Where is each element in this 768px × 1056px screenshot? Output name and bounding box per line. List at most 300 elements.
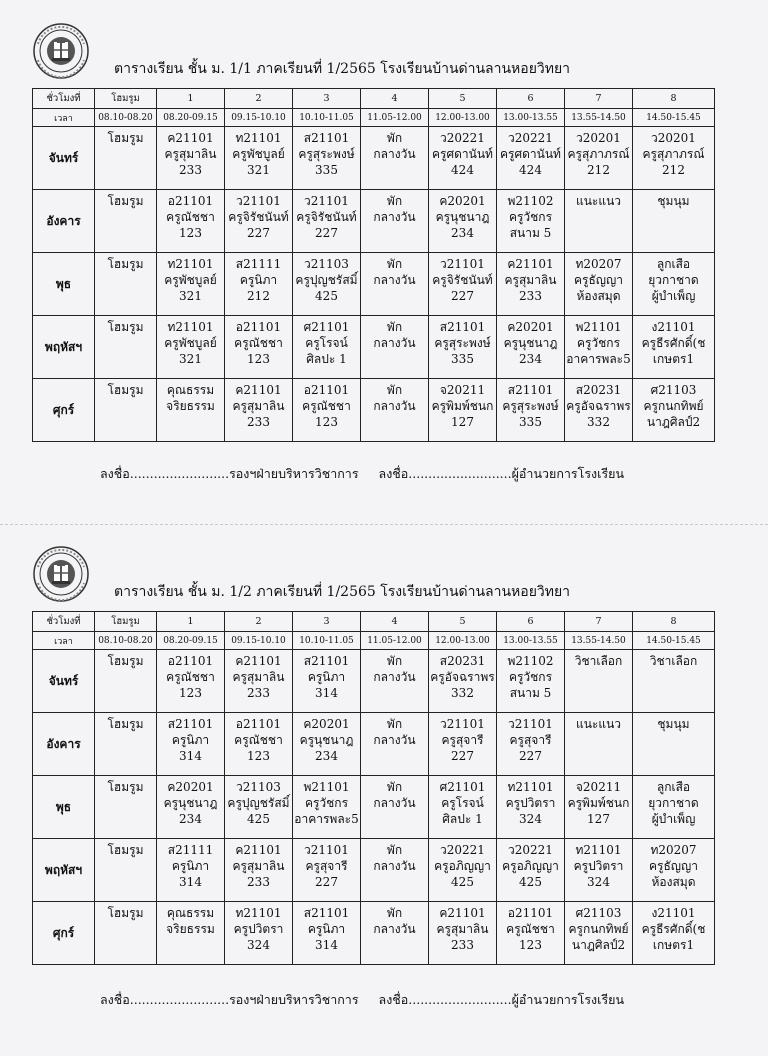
period-line: ว20201	[576, 131, 621, 145]
period-line: 234	[315, 749, 338, 763]
period-line: โฮมรูม	[107, 654, 144, 668]
period-line: 227	[451, 749, 474, 763]
period-cell	[565, 379, 633, 442]
period-line: กลางวัน	[373, 336, 416, 350]
period-cell	[429, 839, 497, 902]
period-line: ครูกนกทิพย์	[568, 922, 629, 936]
period-line: 425	[519, 875, 542, 889]
period-line: กลางวัน	[373, 796, 416, 810]
period-line: ส21111	[235, 257, 282, 271]
period-cell	[429, 190, 497, 253]
period-line: ครูณัชชา	[234, 336, 283, 350]
period-line: วิชาเลือก	[649, 654, 698, 668]
period-line: นาฎศิลป์2	[571, 938, 626, 952]
period-line: พัก	[386, 717, 403, 731]
period-line: ครูนุชนาฎ	[435, 210, 490, 224]
sheet-title: ตารางเรียน ชั้น ม. 1/1 ภาคเรียนที่ 1/2565 โรงเรียนบ้านด่านลานหอยวิทยา	[114, 61, 571, 77]
period-line: ง21101	[651, 906, 696, 920]
school-seal-icon	[32, 545, 90, 603]
period-line: คุณธรรม	[166, 906, 215, 920]
period-cell	[157, 316, 225, 379]
period-line: ลูกเสือ	[656, 257, 691, 271]
period-line: ครูศดานันท์	[500, 147, 561, 161]
period-line: ค21101	[439, 906, 486, 920]
header-cell: 4	[361, 612, 429, 632]
period-line: ผู้บำเพ็ญ	[651, 289, 696, 303]
period-cell	[157, 650, 225, 713]
period-cell	[497, 127, 565, 190]
day-row	[33, 253, 715, 316]
period-cell	[497, 902, 565, 965]
period-line: ส21101	[439, 320, 486, 334]
time-cell: เวลา	[33, 632, 95, 650]
time-cell: 08.20-09.15	[157, 109, 225, 127]
period-line: ครูอัจฉราพร	[430, 670, 495, 684]
period-cell	[225, 839, 293, 902]
period-line: นาฎศิลป์2	[646, 415, 701, 429]
period-line: ยุวกาชาด	[648, 273, 699, 287]
header-cell: โฮมรูม	[95, 612, 157, 632]
period-cell	[497, 650, 565, 713]
sheet-header	[32, 545, 732, 607]
period-line: 321	[179, 289, 202, 303]
period-line: พัก	[386, 320, 403, 334]
period-line: 314	[315, 686, 338, 700]
period-line: ครูสุมาลิน	[164, 147, 217, 161]
period-line: 123	[179, 226, 202, 240]
header-cell: โฮมรูม	[95, 89, 157, 109]
period-line: ท20207	[575, 257, 622, 271]
period-line: 233	[247, 875, 270, 889]
period-line: ท21101	[507, 780, 554, 794]
period-line: ว20221	[440, 131, 485, 145]
period-cell	[157, 190, 225, 253]
period-line: ครูนิภา	[171, 859, 210, 873]
period-line: อ21101	[235, 320, 282, 334]
period-line: ห้องสมุด	[651, 875, 696, 889]
period-cell	[497, 379, 565, 442]
period-cell	[565, 253, 633, 316]
period-line: ศ21101	[439, 780, 486, 794]
header-cell: 7	[565, 612, 633, 632]
period-line: กลางวัน	[373, 922, 416, 936]
period-line: กลางวัน	[373, 733, 416, 747]
period-cell	[361, 713, 429, 776]
period-line: ครูสุจารี	[509, 733, 552, 747]
header-cell: ชั่วโมงที่	[33, 612, 95, 632]
period-line: ว20201	[651, 131, 696, 145]
period-line: 424	[519, 163, 542, 177]
period-cell	[95, 713, 157, 776]
period-cell	[293, 253, 361, 316]
signature-academic: ลงชื่อ.........................รองฯฝ่ายบริหารวิชาการ	[100, 992, 359, 1007]
period-line: 127	[587, 812, 610, 826]
period-line: พัก	[386, 654, 403, 668]
period-line: อาคารพละ5	[294, 812, 359, 826]
day-row	[33, 902, 715, 965]
period-line: ว20221	[508, 131, 553, 145]
period-cell	[565, 650, 633, 713]
period-line: ครูวัชกร	[508, 210, 553, 224]
period-line: 324	[587, 875, 610, 889]
period-line: 424	[451, 163, 474, 177]
period-line: ท21101	[575, 843, 622, 857]
period-cell	[95, 379, 157, 442]
period-cell	[633, 650, 715, 713]
period-cell	[429, 713, 497, 776]
period-line: 314	[179, 749, 202, 763]
period-cell	[225, 379, 293, 442]
time-cell: 11.05-12.00	[361, 109, 429, 127]
period-cell	[361, 902, 429, 965]
period-line: ว21101	[440, 717, 485, 731]
period-line: ครูณัชชา	[166, 210, 215, 224]
period-line: ง21101	[651, 320, 696, 334]
period-line: ครูกนกทิพย์	[643, 399, 704, 413]
period-cell	[429, 253, 497, 316]
period-line: ครูณัชชา	[166, 670, 215, 684]
period-line: โฮมรูม	[107, 717, 144, 731]
time-cell: 11.05-12.00	[361, 632, 429, 650]
period-line: ครูสุจารี	[441, 733, 484, 747]
signature-director: ลงชื่อ..........................ผู้อำนวยการโรงเรียน	[378, 992, 625, 1007]
period-line: 123	[519, 938, 542, 952]
period-line: ท20207	[650, 843, 697, 857]
period-line: 233	[247, 415, 270, 429]
period-line: ว20221	[508, 843, 553, 857]
period-line: ครูวัชกร	[508, 670, 553, 684]
period-cell	[497, 190, 565, 253]
period-line: ครูณัชชา	[234, 733, 283, 747]
period-line: 123	[247, 352, 270, 366]
period-line: ครูนิภา	[307, 922, 346, 936]
period-line: ครูอภิญญา	[502, 859, 559, 873]
period-cell	[633, 316, 715, 379]
period-line: ครูสุมาลิน	[232, 859, 285, 873]
period-cell	[95, 190, 157, 253]
period-line: ครูนิภา	[307, 670, 346, 684]
period-line: ส21101	[303, 654, 350, 668]
time-cell: 08.20-09.15	[157, 632, 225, 650]
period-line: พัก	[386, 257, 403, 271]
day-name: จันทร์	[33, 127, 95, 190]
period-line: จ20211	[575, 780, 622, 794]
period-line: 324	[519, 812, 542, 826]
period-cell	[633, 776, 715, 839]
period-line: 212	[662, 163, 685, 177]
header-cell: 5	[429, 89, 497, 109]
period-line: พัก	[386, 131, 403, 145]
period-cell	[361, 127, 429, 190]
period-cell	[157, 379, 225, 442]
period-line: 233	[179, 163, 202, 177]
period-cell	[361, 316, 429, 379]
period-line: โฮมรูม	[107, 843, 144, 857]
day-row	[33, 316, 715, 379]
period-line: ห้องสมุด	[576, 289, 621, 303]
period-line: ลูกเสือ	[656, 780, 691, 794]
period-line: ท21101	[235, 906, 282, 920]
period-line: อ21101	[507, 906, 554, 920]
period-line: เกษตร1	[652, 352, 695, 366]
period-cell	[497, 839, 565, 902]
header-cell: 3	[293, 612, 361, 632]
header-cell: 3	[293, 89, 361, 109]
period-line: ครูปวิตรา	[505, 796, 556, 810]
period-line: ท21101	[167, 257, 214, 271]
time-cell: 13.55-14.50	[565, 109, 633, 127]
time-cell: 13.00-13.55	[497, 632, 565, 650]
period-line: ครูจิรัชนันท์	[228, 210, 289, 224]
time-cell: 12.00-13.00	[429, 109, 497, 127]
period-cell	[429, 127, 497, 190]
period-line: 123	[247, 749, 270, 763]
period-line: ว21101	[304, 194, 349, 208]
period-line: ครูสุระพงษ์	[502, 399, 559, 413]
period-line: พ21102	[507, 194, 554, 208]
timetable	[32, 611, 715, 965]
period-line: ค21101	[167, 131, 214, 145]
school-seal-icon	[32, 22, 90, 80]
period-line: ท21101	[235, 131, 282, 145]
period-line: ครูจิรัชนันท์	[432, 273, 493, 287]
header-cell: 2	[225, 612, 293, 632]
period-line: 332	[587, 415, 610, 429]
header-cell: 5	[429, 612, 497, 632]
period-line: ค20201	[167, 780, 214, 794]
period-line: ครูณัชชา	[302, 399, 351, 413]
period-line: ส20231	[575, 383, 622, 397]
period-cell	[429, 650, 497, 713]
period-line: ครูสุระพงษ์	[298, 147, 355, 161]
period-line: ศ21103	[650, 383, 697, 397]
day-name: อังคาร	[33, 190, 95, 253]
period-line: ชุมนุม	[657, 194, 690, 208]
period-line: 123	[315, 415, 338, 429]
period-line: ว21101	[440, 257, 485, 271]
period-line: 314	[179, 875, 202, 889]
period-cell	[497, 776, 565, 839]
period-cell	[361, 650, 429, 713]
period-line: ค21101	[235, 843, 282, 857]
period-line: พ21101	[303, 780, 350, 794]
header-cell: ชั่วโมงที่	[33, 89, 95, 109]
period-line: 335	[451, 352, 474, 366]
time-cell: 08.10-08.20	[95, 109, 157, 127]
period-cell	[225, 127, 293, 190]
period-line: ครูวัชกร	[304, 796, 349, 810]
day-name: พุธ	[33, 253, 95, 316]
period-line: ครูธีรศักดิ์(ช	[641, 922, 706, 936]
period-line: ครูปวิตรา	[233, 922, 284, 936]
period-line: กลางวัน	[373, 859, 416, 873]
period-line: 233	[247, 686, 270, 700]
period-line: ค20201	[303, 717, 350, 731]
period-line: ครูสุมาลิน	[232, 670, 285, 684]
cut-line	[0, 524, 768, 525]
day-name: ศุกร์	[33, 902, 95, 965]
period-line: ครูปุญชรัสมิ์	[227, 796, 290, 810]
period-line: เกษตร1	[652, 938, 695, 952]
period-line: คุณธรรม	[166, 383, 215, 397]
period-line: 212	[587, 163, 610, 177]
period-cell	[157, 713, 225, 776]
period-line: พ21101	[575, 320, 622, 334]
period-line: ครูปุญชรัสมิ์	[295, 273, 358, 287]
period-line: โฮมรูม	[107, 194, 144, 208]
period-cell	[429, 776, 497, 839]
period-cell	[361, 190, 429, 253]
period-line: ค21101	[507, 257, 554, 271]
time-cell: 13.00-13.55	[497, 109, 565, 127]
header-cell: 1	[157, 612, 225, 632]
period-line: ส21111	[167, 843, 214, 857]
time-cell: 13.55-14.50	[565, 632, 633, 650]
period-line: ส21101	[167, 717, 214, 731]
period-line: โฮมรูม	[107, 257, 144, 271]
period-cell	[225, 650, 293, 713]
period-line: ส21101	[507, 383, 554, 397]
period-cell	[361, 776, 429, 839]
period-cell	[157, 902, 225, 965]
period-line: ส21101	[303, 131, 350, 145]
period-cell	[633, 713, 715, 776]
period-line: ว21101	[304, 843, 349, 857]
period-cell	[565, 776, 633, 839]
period-line: ผู้บำเพ็ญ	[651, 812, 696, 826]
signature-line	[100, 990, 640, 1010]
period-line: สนาม 5	[509, 686, 552, 700]
period-cell	[95, 839, 157, 902]
period-line: โฮมรูม	[107, 906, 144, 920]
period-cell	[225, 253, 293, 316]
period-cell	[95, 316, 157, 379]
period-cell	[633, 839, 715, 902]
period-line: อ21101	[235, 717, 282, 731]
period-cell	[565, 190, 633, 253]
period-cell	[429, 902, 497, 965]
period-line: ศิลปะ 1	[306, 352, 347, 366]
period-line: ค20201	[439, 194, 486, 208]
sheet-header	[32, 22, 732, 84]
period-line: 212	[247, 289, 270, 303]
period-line: 425	[451, 875, 474, 889]
time-cell: 09.15-10.10	[225, 632, 293, 650]
period-cell	[95, 776, 157, 839]
period-line: ว21101	[236, 194, 281, 208]
period-cell	[497, 713, 565, 776]
period-line: ครูธัญญา	[574, 273, 623, 287]
period-cell	[95, 902, 157, 965]
period-line: ครูปวิตรา	[573, 859, 624, 873]
period-line: 227	[315, 875, 338, 889]
period-cell	[361, 839, 429, 902]
period-cell	[633, 379, 715, 442]
period-line: ครูพัชบูลย์	[164, 336, 217, 350]
period-line: กลางวัน	[373, 210, 416, 224]
period-cell	[225, 902, 293, 965]
period-line: 227	[315, 226, 338, 240]
period-line: ท21101	[167, 320, 214, 334]
period-line: ครูโรจน์	[441, 796, 484, 810]
period-line: ศิลปะ 1	[442, 812, 483, 826]
period-line: ครูสุภาภรณ์	[567, 147, 630, 161]
period-line: ครูสุระพงษ์	[434, 336, 491, 350]
period-line: กลางวัน	[373, 670, 416, 684]
period-line: ครูสุมาลิน	[232, 399, 285, 413]
period-line: ค20201	[507, 320, 554, 334]
period-cell	[565, 316, 633, 379]
period-line: ยุวกาชาด	[648, 796, 699, 810]
period-line: พัก	[386, 843, 403, 857]
period-cell	[157, 127, 225, 190]
period-line: กลางวัน	[373, 273, 416, 287]
period-cell	[95, 650, 157, 713]
day-row	[33, 127, 715, 190]
time-cell: 09.15-10.10	[225, 109, 293, 127]
period-cell	[293, 713, 361, 776]
time-cell: 10.10-11.05	[293, 632, 361, 650]
day-row	[33, 776, 715, 839]
period-cell	[565, 839, 633, 902]
timetable	[32, 88, 715, 442]
period-line: ส20231	[439, 654, 486, 668]
period-line: 425	[315, 289, 338, 303]
time-cell: 12.00-13.00	[429, 632, 497, 650]
period-line: ครูโรจน์	[305, 336, 348, 350]
period-line: แนะแนว	[575, 194, 622, 208]
period-line: ว21101	[508, 717, 553, 731]
period-cell	[565, 127, 633, 190]
header-cell: 6	[497, 89, 565, 109]
sheet-title: ตารางเรียน ชั้น ม. 1/2 ภาคเรียนที่ 1/2565 โรงเรียนบ้านด่านลานหอยวิทยา	[114, 584, 571, 600]
period-line: 314	[315, 938, 338, 952]
day-name: จันทร์	[33, 650, 95, 713]
period-cell	[497, 316, 565, 379]
period-line: ครูจิรัชนันท์	[296, 210, 357, 224]
period-line: โฮมรูม	[107, 131, 144, 145]
period-cell	[95, 253, 157, 316]
period-cell	[633, 190, 715, 253]
period-line: ครูสุภาภรณ์	[642, 147, 705, 161]
period-line: ครูพัชบูลย์	[232, 147, 285, 161]
period-cell	[293, 190, 361, 253]
period-line: พัก	[386, 906, 403, 920]
period-line: ครูธีรศักดิ์(ช	[641, 336, 706, 350]
header-cell: 8	[633, 612, 715, 632]
period-line: ว20221	[440, 843, 485, 857]
header-cell: 6	[497, 612, 565, 632]
period-line: ครูพิมพ์ชนก	[431, 399, 494, 413]
period-cell	[293, 650, 361, 713]
period-cell	[361, 379, 429, 442]
period-cell	[429, 379, 497, 442]
period-line: ค21101	[235, 383, 282, 397]
header-row	[33, 89, 715, 109]
signature-director: ลงชื่อ..........................ผู้อำนวยการโรงเรียน	[378, 466, 625, 481]
time-row	[33, 109, 715, 127]
period-line: 425	[247, 812, 270, 826]
time-cell: 08.10-08.20	[95, 632, 157, 650]
period-line: 227	[519, 749, 542, 763]
period-line: 321	[247, 163, 270, 177]
period-cell	[565, 713, 633, 776]
period-line: โฮมรูม	[107, 780, 144, 794]
period-line: 234	[451, 226, 474, 240]
period-cell	[293, 379, 361, 442]
period-line: พัก	[386, 194, 403, 208]
period-line: ครูนิภา	[171, 733, 210, 747]
